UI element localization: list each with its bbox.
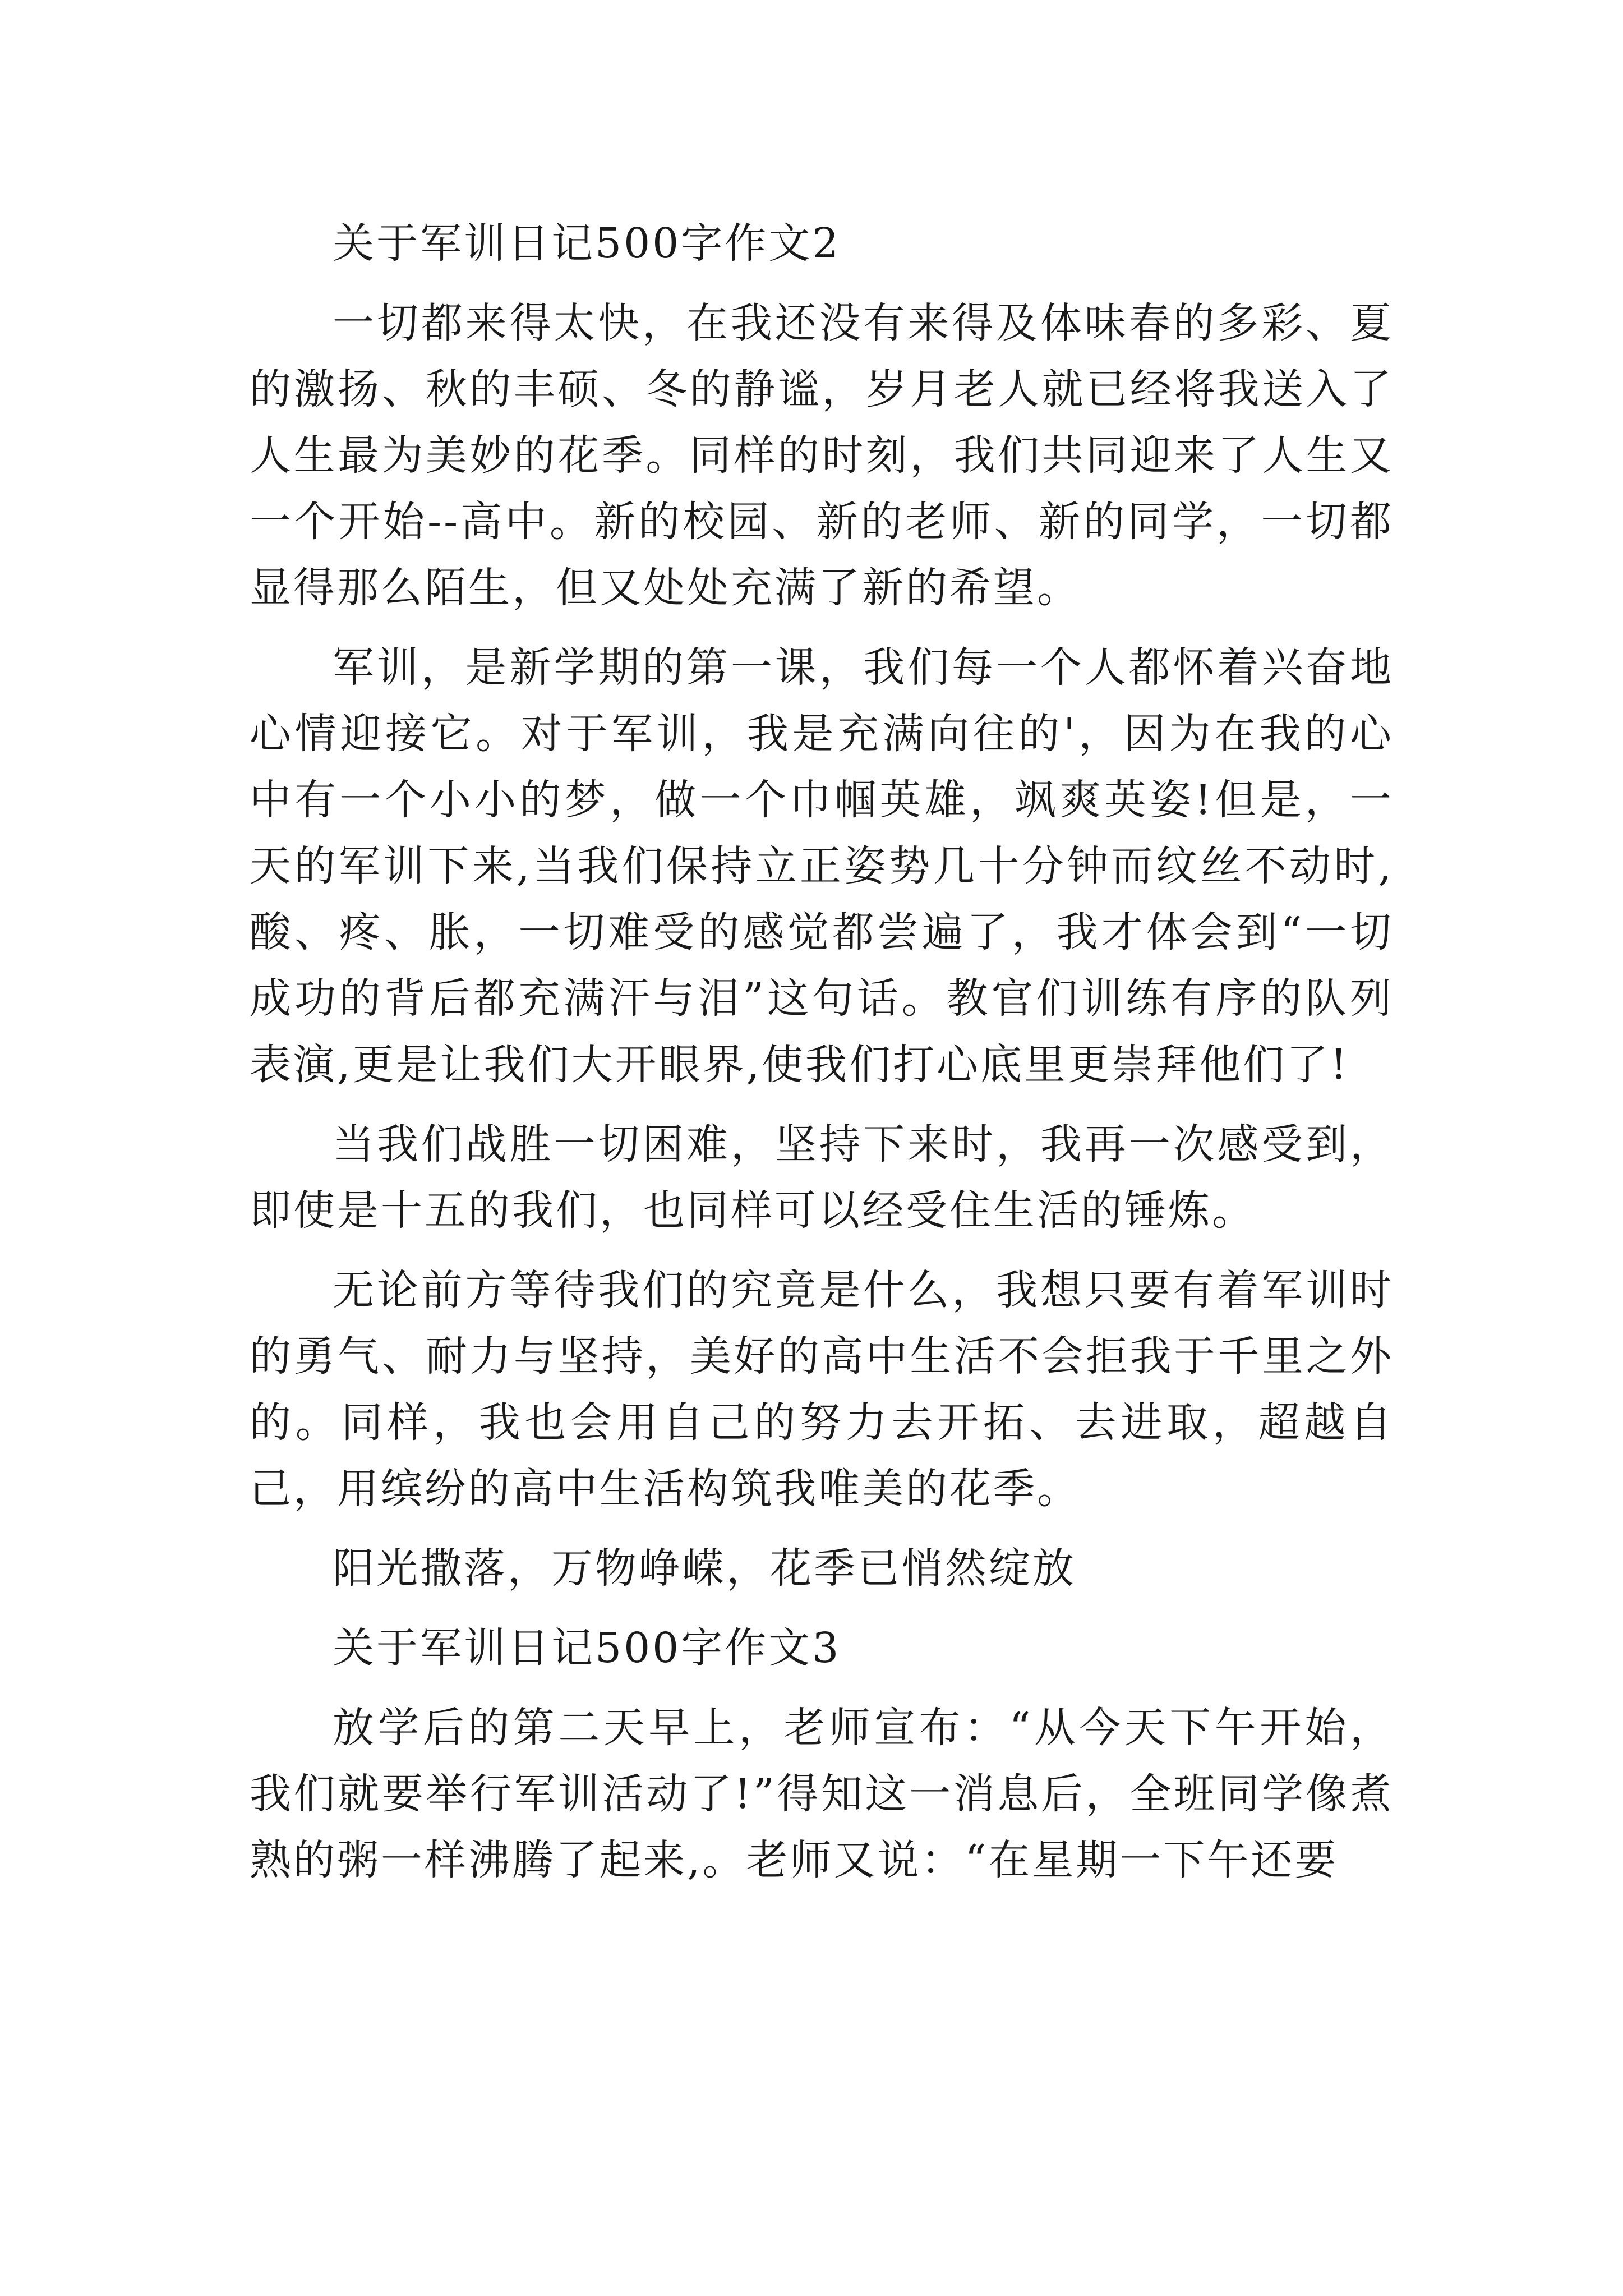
body-paragraph: 阳光撒落，万物峥嵘，花季已悄然绽放 xyxy=(333,1544,1076,1593)
body-paragraph: 一切都来得太快，在我还没有来得及体味春的多彩、夏的激扬、秋的丰硕、冬的静谧，岁月老人就已经将我送入了人生最为美妙的花季。同样的时刻，我们共同迎来了人生又一个开始--高中。新的校园、新的老师、新的同学，一切都显得那么陌生，但又处处充满了新的希望。 xyxy=(250,299,1394,612)
body-paragraph: 放学后的第二天早上，老师宣布：“从今天下午开始，我们就要举行军训活动了!”得知这一消息后，全班同学像煮熟的粥一样沸腾了起来,。老师又说：“在星期一下午还要 xyxy=(250,1704,1394,1884)
section-heading: 关于军训日记500字作文3 xyxy=(333,1624,841,1672)
section-heading: 关于军训日记500字作文2 xyxy=(333,219,841,268)
document-body xyxy=(250,210,1394,1907)
body-paragraph: 无论前方等待我们的究竟是什么，我想只要有着军训时的勇气、耐力与坚持，美好的高中生活不会拒我于千里之外的。同样，我也会用自己的努力去开拓、去进取，超越自己，用缤纷的高中生活构筑我唯美的花季。 xyxy=(250,1266,1394,1513)
body-paragraph: 当我们战胜一切困难，坚持下来时，我再一次感受到，即使是十五的我们，也同样可以经受住生活的锤炼。 xyxy=(250,1120,1394,1235)
body-paragraph: 军训，是新学期的第一课，我们每一个人都怀着兴奋地心情迎接它。对于军训，我是充满向往的'，因为在我的心中有一个小小的梦，做一个巾帼英雄，飒爽英姿!但是，一天的军训下来,当我们保持立正姿势几十分钟而纹丝不动时,酸、疼、胀，一切难受的感觉都尝遍了，我才体会到“一切成功的背后都充满汗与泪”这句话。教官们训练有序的队列表演,更是让我们大开眼界,使我们打心底里更崇拜他们了! xyxy=(250,643,1394,1089)
